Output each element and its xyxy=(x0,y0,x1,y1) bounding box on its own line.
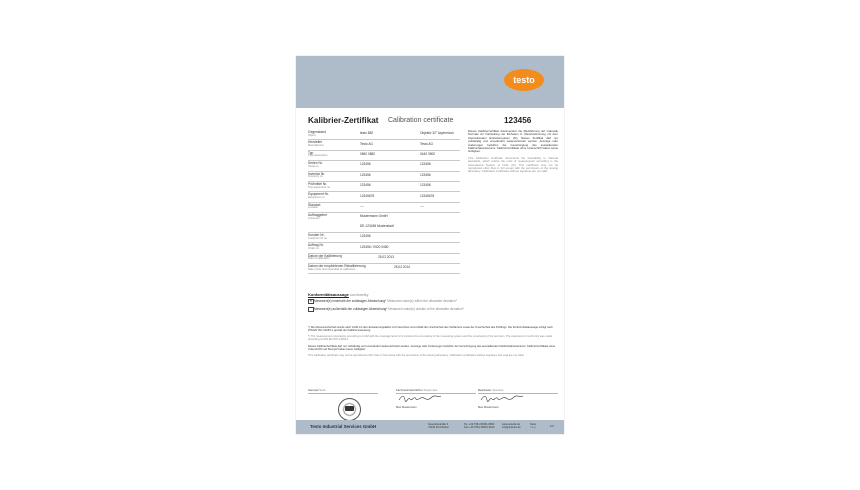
field-label-en: Type description xyxy=(308,154,328,158)
operator-name: Max Mustermann xyxy=(478,405,499,409)
note-german: *) Die Messunsicherheit wurde nach GUM mit dem Erweiterungsfaktor k=2 berechnet und enthält die Unsicherheit des Verfahrens sowie der Unsicherheit des Prüflings. Die Konformitätsaussage erfolgt nach DIN EN ISO 14253-1 gemäß der Kalibrieranweisung. xyxy=(308,326,553,333)
field-label-en: Customer xyxy=(308,216,320,220)
stamp-label xyxy=(308,388,378,394)
field-customer xyxy=(308,213,460,222)
certificate-number: 123456 xyxy=(504,116,532,125)
field-label: Hersteller xyxy=(308,140,323,145)
company-name: Testo Industrial Services GmbH xyxy=(310,424,377,429)
title-english: Calibration certificate xyxy=(388,117,454,124)
field-value: 123456 xyxy=(360,234,371,239)
field-label-en: Customer ID no. xyxy=(308,236,328,240)
field-value: 123456 / 0520 0480 xyxy=(360,244,389,249)
stamp-label-english: Seal xyxy=(319,388,326,392)
checkbox-within: ✕ xyxy=(309,298,313,303)
supervisor-signature xyxy=(398,394,442,402)
phone-number: Tel. +49 7661 90901-8000 xyxy=(464,423,495,427)
certificate-fields xyxy=(308,130,460,274)
operator-label-german: Bearbeiter xyxy=(478,388,492,392)
field-label-en: Test equipment no. xyxy=(308,185,331,189)
field-manufacturer xyxy=(308,140,460,150)
field-test-equipment xyxy=(308,182,460,192)
field-recalibration-date xyxy=(308,264,460,274)
field-label-en: Inventory no. xyxy=(308,175,324,179)
field-label: Kunden Nr. xyxy=(308,232,325,237)
title-row xyxy=(308,116,556,130)
supervisor-label-english: Supervisor xyxy=(423,388,438,392)
field-value: 12345678 xyxy=(360,193,375,198)
field-value: 0560 0882 xyxy=(360,152,376,157)
conformity-item-outside xyxy=(308,306,558,313)
field-equipment xyxy=(308,192,460,202)
field-value-2: ---- xyxy=(420,204,425,209)
field-label-en: Order no. xyxy=(308,246,320,250)
operator-label-english: Operator xyxy=(492,388,504,392)
field-label: Inventar Nr. xyxy=(308,171,326,176)
page-number: 1/3 xyxy=(550,425,554,428)
field-label: Equipment Nr. xyxy=(308,192,329,197)
field-label: Typ xyxy=(308,150,314,155)
title-german: Kalibrier-Zertifikat xyxy=(308,116,379,125)
notes-section xyxy=(308,326,556,361)
field-serial xyxy=(308,161,460,171)
field-location xyxy=(308,203,460,213)
certification-seal xyxy=(338,398,361,421)
certificate-page xyxy=(296,56,564,434)
stamp-column xyxy=(308,388,378,394)
conformity-item-within xyxy=(308,298,558,305)
field-order xyxy=(308,243,460,253)
field-value-2: 25.02.2013 xyxy=(378,254,394,259)
conformity-item-german: Messwert(e) innerhalb der zulässigen Abweichung* xyxy=(314,298,387,303)
stamp-label-german: Stempel xyxy=(308,388,319,392)
field-label-en: Serial no. xyxy=(308,164,320,168)
field-value-2: 123456 xyxy=(420,172,431,177)
field-label-en: Object xyxy=(308,133,316,137)
conformity-item-text xyxy=(314,307,464,311)
field-object xyxy=(308,130,460,140)
note-english: *) The measurement uncertainty according to GUM with the coverage factor k=2 contains the uncertainty of the measuring system and the uncertainty of the test item. The statement of conformity was made according to DIN EN ISO 14253-1. xyxy=(308,334,553,341)
field-value: 123456 xyxy=(360,183,371,188)
field-value-2: 25.02.2014 xyxy=(394,265,410,270)
note-german: Dieses Kalibrierzertifikat darf nur vollständig und unverändert weiterverbreitet werden. Auszüge oder Änderungen bedürfen der Genehmigung des ausstellenden Kalibrierlaboratoriums. Kalibrierzertifikate ohne Unterschrift und Stempel haben keine Gültigkeit. xyxy=(308,345,556,352)
field-label: Standort xyxy=(308,202,321,207)
field-label: Auftraggeber xyxy=(308,213,328,218)
field-label-en: Location xyxy=(308,206,319,210)
field-label: Datum der empfohlenen Rekalibrierung xyxy=(308,264,366,269)
field-label: Prüfmittel Nr. xyxy=(308,181,328,186)
page-label-german: Seite xyxy=(530,423,536,427)
operator-signature xyxy=(480,394,524,402)
field-value-2: Objektiv 32° Asphericon xyxy=(420,131,454,136)
address-line-2: 79199 Kirchzarten xyxy=(428,426,450,430)
field-customer-id xyxy=(308,233,460,243)
field-label-en: Date of calibration xyxy=(308,257,330,261)
footer-address xyxy=(428,423,449,429)
field-label-en: Manufacturer xyxy=(308,143,324,147)
footer-page-label xyxy=(530,423,536,429)
email: info@testotis.de xyxy=(502,426,521,430)
footer-web xyxy=(502,423,521,429)
supervisor-label-german: Fachverantwortlicher xyxy=(396,388,423,392)
fax-number: Fax +49 7661 90901-9010 xyxy=(464,426,495,430)
conformity-title-german: Konformitätsaussage xyxy=(308,292,349,297)
supervisor-label xyxy=(396,388,476,394)
field-inventory xyxy=(308,172,460,182)
field-value-2: 123456 xyxy=(420,162,431,167)
field-value: testo 882 xyxy=(360,131,374,136)
conformity-title-english: conformity xyxy=(350,292,369,297)
page-label-english: Page xyxy=(530,426,537,430)
field-value: ---- xyxy=(360,204,365,209)
field-value: 123456 xyxy=(360,172,371,177)
field-value-2: 0440 0900 xyxy=(420,152,436,157)
field-value-2: Testo AG xyxy=(420,141,433,146)
field-value: Mustermann GmbH xyxy=(360,214,388,219)
operator-label xyxy=(478,388,558,394)
field-value: 123456 xyxy=(360,162,371,167)
field-value: DE-123456 Musterstadt xyxy=(360,223,394,228)
conformity-item-english: Measured value(s) within the allowable deviation* xyxy=(387,298,457,303)
conformity-item-english: Measured value(s) outside of the allowable deviation* xyxy=(388,306,464,311)
field-value-2: 123456 xyxy=(420,183,431,188)
conformity-section xyxy=(308,292,558,313)
conformity-title xyxy=(308,292,558,297)
conformity-item-german: Messwert(e) außerhalb der zulässigen Abweichung* xyxy=(314,306,388,311)
field-customer-address xyxy=(308,223,460,233)
field-label-en: Equipment no. xyxy=(308,195,326,199)
address-line-1: Gewerbestraße 3 xyxy=(428,423,449,427)
website: www.testotis.de xyxy=(502,423,521,427)
field-label-en: Date of the recommended re-calibration xyxy=(308,267,356,271)
field-value-2: 12345678 xyxy=(420,193,435,198)
field-label: Gegenstand xyxy=(308,130,326,134)
footer-contact xyxy=(464,423,495,429)
header-band xyxy=(296,56,564,108)
footer-band xyxy=(296,420,564,434)
field-calibration-date xyxy=(308,254,460,264)
field-label: Serien Nr. xyxy=(308,161,323,166)
traceability-statement xyxy=(468,130,558,177)
conformity-item-text xyxy=(314,299,457,303)
seal-emblem xyxy=(345,406,354,411)
checkbox-outside xyxy=(308,307,314,313)
field-label: Datum der Kalibrierung xyxy=(308,253,342,258)
supervisor-name: Max Mustermann xyxy=(396,405,417,409)
statement-english: This calibration certificate documents the traceability to national standards, which realize the units of measurement according to the International System of Units (SI). This certificate may not be reproduced other than in full except with the permission of the issuing laboratory. Calibration certificates without signature are not valid. xyxy=(468,155,558,174)
field-label: Auftrag Nr. xyxy=(308,243,324,248)
note-english: This calibration certificate may not be reproduced other than in full except with the permission of the issuing laboratory. Calibration certificates without signature and seal are not valid. xyxy=(308,353,525,357)
field-value: Testo AG xyxy=(360,141,373,146)
statement-german: Dieses Kalibrierzertifikat dokumentiert die Rückführung auf nationale Normale zur Darstellung der Einheiten in Übereinstimmung mit dem Internationalen Einheitensystem (SI). Dieses Zertifikat darf nur vollständig und unverändert weiterverbreitet werden. Auszüge oder Änderungen bedürfen der Genehmigung des ausstellenden Kalibrierlaboratoriums. Kalibrierzertifikate ohne Unterschrift haben keine Gültigkeit. xyxy=(468,129,558,154)
field-type xyxy=(308,151,460,161)
testo-logo: testo xyxy=(504,69,544,91)
